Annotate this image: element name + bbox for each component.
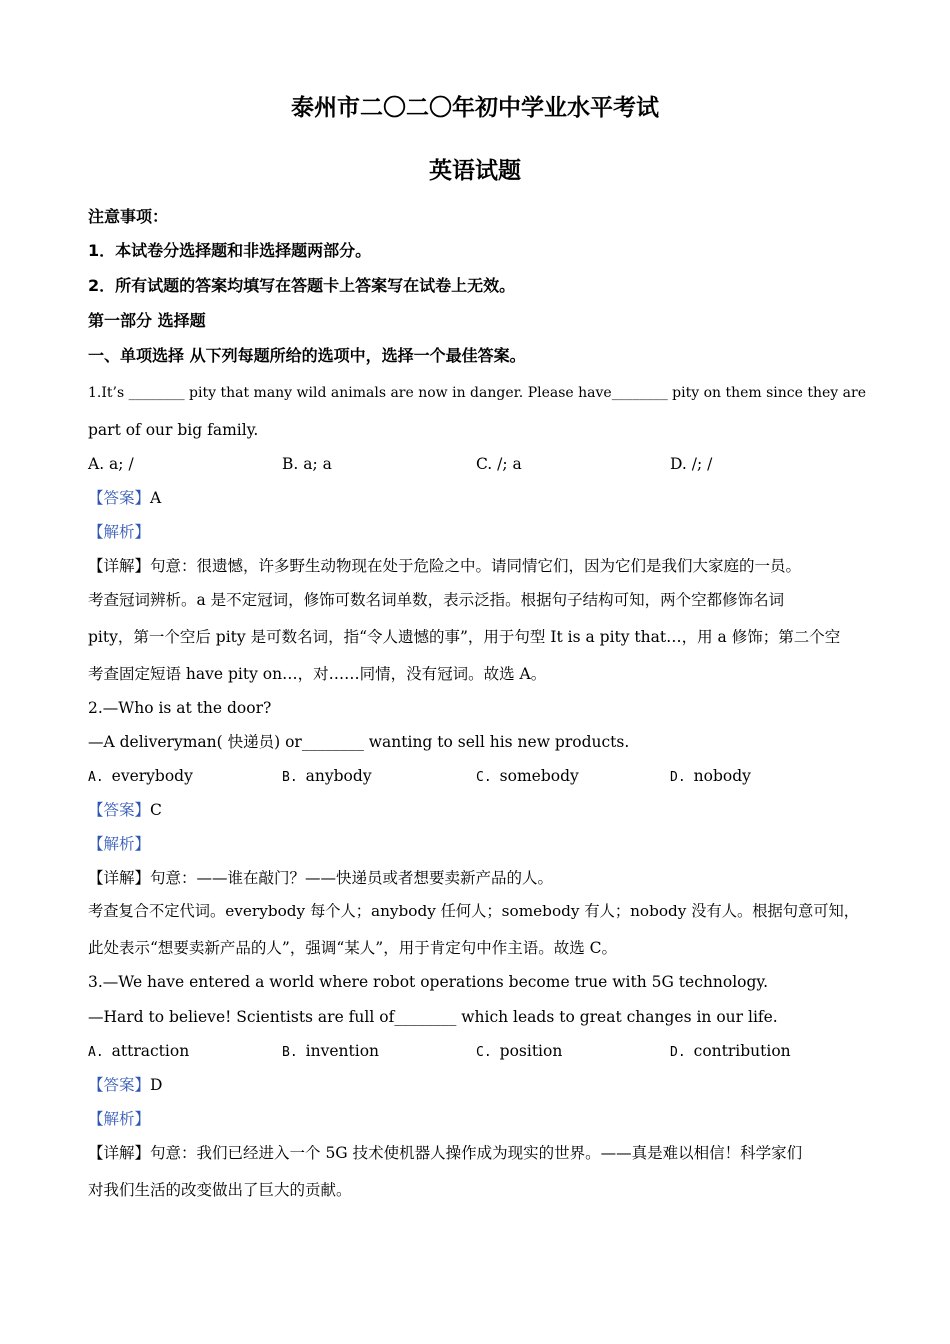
q3-answer: [88, 1075, 162, 1095]
q3-option-a: [88, 1041, 189, 1063]
q2-stem-line-2: —A deliveryman( 快递员) or________ wanting to sell his new products.: [88, 733, 630, 751]
q2-answer-value: C: [150, 801, 162, 819]
q1-detail-line-4: 考查固定短语 have pity on…，对……同情，没有冠词。故选 A。: [88, 665, 547, 683]
q2-option-c-text: somebody: [499, 767, 579, 785]
q1-detail-line-1: [88, 556, 801, 576]
q2-option-d-letter: D.: [670, 770, 686, 785]
q1-option-d: D. /; /: [670, 455, 713, 473]
q2-option-c: [476, 766, 579, 788]
q2-option-c-letter: C.: [476, 770, 492, 785]
document-subtitle: 英语试题: [429, 158, 521, 184]
q3-option-a-text: attraction: [111, 1042, 190, 1060]
q1-stem-line-1: 1.It’s ________ pity that many wild animals are now in danger. Please have________ pity on them since they are: [88, 385, 866, 401]
q3-option-b-text: invention: [305, 1042, 380, 1060]
q2-option-b: [282, 766, 372, 788]
q2-stem-line-1: 2.—Who is at the door?: [88, 699, 272, 717]
q1-option-b: B. a; a: [282, 455, 332, 473]
q1-detail-text-1: 句意：很遗憾，许多野生动物现在处于危险之中。请同情它们，因为它们是我们大家庭的一员。: [150, 557, 802, 575]
q3-option-d-text: contribution: [693, 1042, 791, 1060]
answer-label: 【答案】: [88, 489, 151, 507]
q1-answer: [88, 488, 161, 508]
detail-label: 【详解】: [88, 869, 151, 887]
q2-analysis-label: 【解析】: [88, 835, 151, 853]
detail-label: 【详解】: [88, 557, 151, 575]
q2-option-b-text: anybody: [305, 767, 372, 785]
q3-answer-value: D: [150, 1076, 163, 1094]
q3-option-d: [670, 1041, 791, 1063]
q3-option-c-letter: C.: [476, 1045, 492, 1060]
q3-stem-line-2: —Hard to believe! Scientists are full of________ which leads to great changes in our life.: [88, 1008, 778, 1026]
q3-option-a-letter: A.: [88, 1045, 104, 1060]
q2-answer: [88, 800, 162, 820]
q2-option-b-letter: B.: [282, 770, 298, 785]
q3-analysis-label: 【解析】: [88, 1110, 151, 1128]
q1-detail-line-3: pity，第一个空后 pity 是可数名词，指“令人遗憾的事”，用于句型 It is a pity that…，用 a 修饰；第二个空: [88, 628, 841, 646]
q1-option-c: C. /; a: [476, 455, 522, 473]
q3-detail-line-2: 对我们生活的改变做出了巨大的贡献。: [88, 1181, 352, 1199]
q3-option-d-letter: D.: [670, 1045, 686, 1060]
q2-option-d: [670, 766, 751, 788]
notice-heading: 注意事项：: [88, 207, 169, 226]
q2-detail-text-1: 句意：——谁在敲门？——快递员或者想要卖新产品的人。: [150, 869, 554, 887]
notice-item-1: 1．本试卷分选择题和非选择题两部分。: [88, 241, 372, 260]
part-heading: 第一部分 选择题: [88, 311, 206, 330]
answer-label: 【答案】: [88, 801, 151, 819]
section-heading: 一、单项选择 从下列每题所给的选项中，选择一个最佳答案。: [88, 346, 526, 365]
q3-detail-text-1: 句意：我们已经进入一个 5G 技术使机器人操作成为现实的世界。——真是难以相信！科学家们: [150, 1144, 803, 1162]
q1-detail-line-2: 考查冠词辨析。a 是不定冠词，修饰可数名词单数，表示泛指。根据句子结构可知，两个空都修饰名词: [88, 591, 785, 609]
q3-option-c-text: position: [499, 1042, 563, 1060]
q2-option-a: [88, 766, 193, 788]
q3-option-b-letter: B.: [282, 1045, 298, 1060]
q2-detail-line-3: 此处表示“想要卖新产品的人”，强调“某人”，用于肯定句中作主语。故选 C。: [88, 939, 617, 957]
q2-detail-line-1: [88, 868, 553, 888]
q1-option-a: A. a; /: [88, 455, 134, 473]
q1-answer-value: A: [150, 489, 162, 507]
document-title: 泰州市二〇二〇年初中学业水平考试: [291, 95, 659, 121]
q2-option-a-text: everybody: [111, 767, 193, 785]
notice-item-2: 2．所有试题的答案均填写在答题卡上答案写在试卷上无效。: [88, 276, 516, 295]
q3-option-b: [282, 1041, 379, 1063]
detail-label: 【详解】: [88, 1144, 151, 1162]
q2-detail-line-2: 考查复合不定代词。everybody 每个人；anybody 任何人；somebody 有人；nobody 没有人。根据句意可知，: [88, 902, 860, 920]
q3-stem-line-1: 3.—We have entered a world where robot operations become true with 5G technology.: [88, 973, 769, 991]
q1-analysis-label: 【解析】: [88, 523, 151, 541]
answer-label: 【答案】: [88, 1076, 151, 1094]
q2-option-a-letter: A.: [88, 770, 104, 785]
q3-option-c: [476, 1041, 562, 1063]
q2-option-d-text: nobody: [693, 767, 751, 785]
q1-stem-line-2: part of our big family.: [88, 421, 259, 439]
q3-detail-line-1: [88, 1143, 802, 1163]
